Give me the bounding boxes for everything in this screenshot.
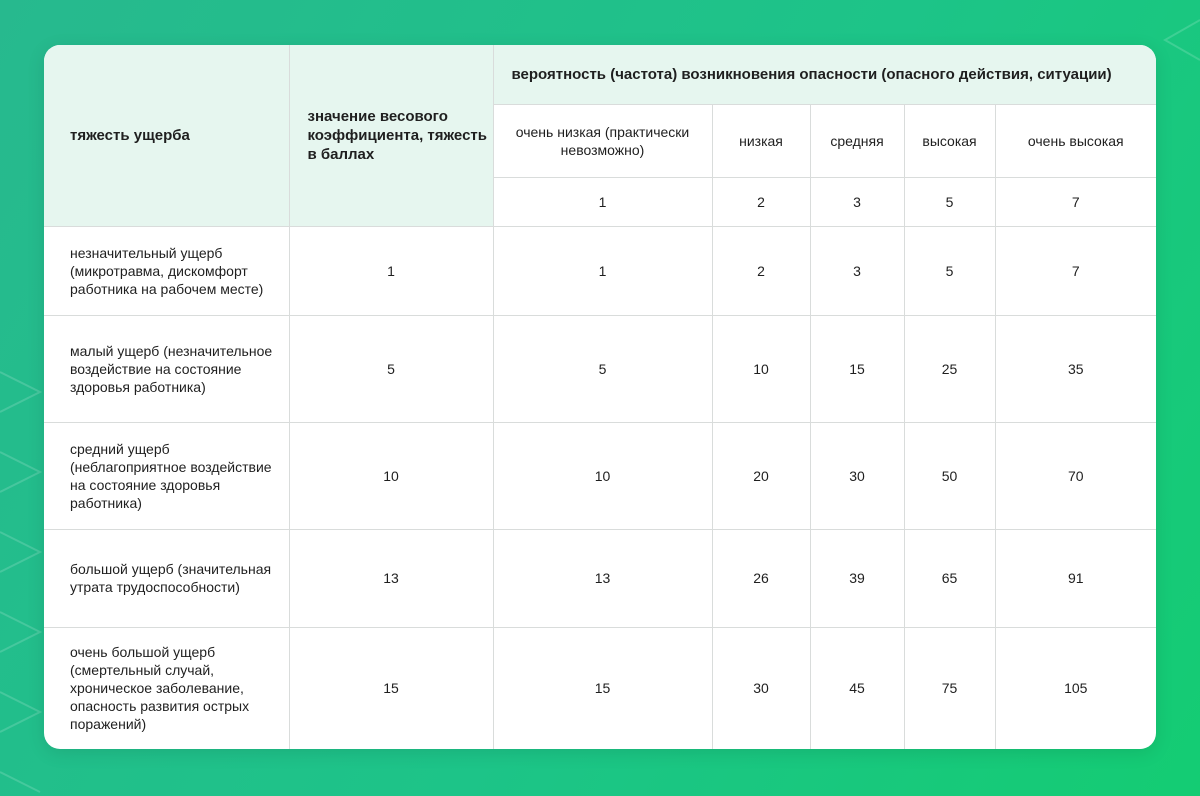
header-level-value: 2	[712, 177, 810, 226]
coefficient-cell: 1	[289, 226, 493, 315]
table-row	[44, 422, 1156, 529]
header-level-value: 1	[493, 177, 712, 226]
table-row	[44, 315, 1156, 422]
header-level-label: низкая	[712, 104, 810, 177]
risk-value-cell: 35	[995, 315, 1156, 422]
risk-value-cell: 70	[995, 422, 1156, 529]
risk-matrix-table	[44, 45, 1156, 749]
risk-value-cell: 91	[995, 529, 1156, 627]
risk-value-cell: 2	[712, 226, 810, 315]
risk-value-cell: 13	[493, 529, 712, 627]
severity-cell: средний ущерб (неблагоприятное воздействие на состояние здоровья работника)	[44, 422, 289, 529]
risk-value-cell: 50	[904, 422, 995, 529]
header-level-value: 7	[995, 177, 1156, 226]
risk-value-cell: 15	[493, 627, 712, 749]
severity-cell: большой ущерб (значительная утрата трудоспособности)	[44, 529, 289, 627]
risk-value-cell: 30	[810, 422, 904, 529]
risk-value-cell: 26	[712, 529, 810, 627]
header-level-label: очень низкая (практически невозможно)	[493, 104, 712, 177]
header-level-label: средняя	[810, 104, 904, 177]
risk-value-cell: 5	[904, 226, 995, 315]
risk-value-cell: 105	[995, 627, 1156, 749]
risk-value-cell: 7	[995, 226, 1156, 315]
table-row	[44, 226, 1156, 315]
risk-value-cell: 10	[493, 422, 712, 529]
header-coefficient: значение весового коэффициента, тяжесть в баллах	[289, 45, 493, 226]
risk-value-cell: 3	[810, 226, 904, 315]
table-row	[44, 529, 1156, 627]
risk-value-cell: 45	[810, 627, 904, 749]
header-level-value: 3	[810, 177, 904, 226]
risk-value-cell: 1	[493, 226, 712, 315]
header-probability: вероятность (частота) возникновения опасности (опасного действия, ситуации)	[493, 45, 1156, 104]
severity-cell: незначительный ущерб (микротравма, дискомфорт работника на рабочем месте)	[44, 226, 289, 315]
risk-value-cell: 65	[904, 529, 995, 627]
header-level-label: высокая	[904, 104, 995, 177]
header-severity: тяжесть ущерба	[44, 45, 289, 226]
coefficient-cell: 10	[289, 422, 493, 529]
risk-value-cell: 75	[904, 627, 995, 749]
risk-value-cell: 39	[810, 529, 904, 627]
coefficient-cell: 13	[289, 529, 493, 627]
risk-value-cell: 5	[493, 315, 712, 422]
header-level-label: очень высокая	[995, 104, 1156, 177]
risk-matrix-card	[44, 45, 1156, 749]
risk-value-cell: 20	[712, 422, 810, 529]
header-level-value: 5	[904, 177, 995, 226]
table-row	[44, 627, 1156, 749]
coefficient-cell: 15	[289, 627, 493, 749]
coefficient-cell: 5	[289, 315, 493, 422]
risk-value-cell: 30	[712, 627, 810, 749]
severity-cell: малый ущерб (незначительное воздействие на состояние здоровья работника)	[44, 315, 289, 422]
risk-value-cell: 10	[712, 315, 810, 422]
risk-value-cell: 15	[810, 315, 904, 422]
severity-cell: очень большой ущерб (смертельный случай, хроническое заболевание, опасность развития острых поражений)	[44, 627, 289, 749]
risk-value-cell: 25	[904, 315, 995, 422]
